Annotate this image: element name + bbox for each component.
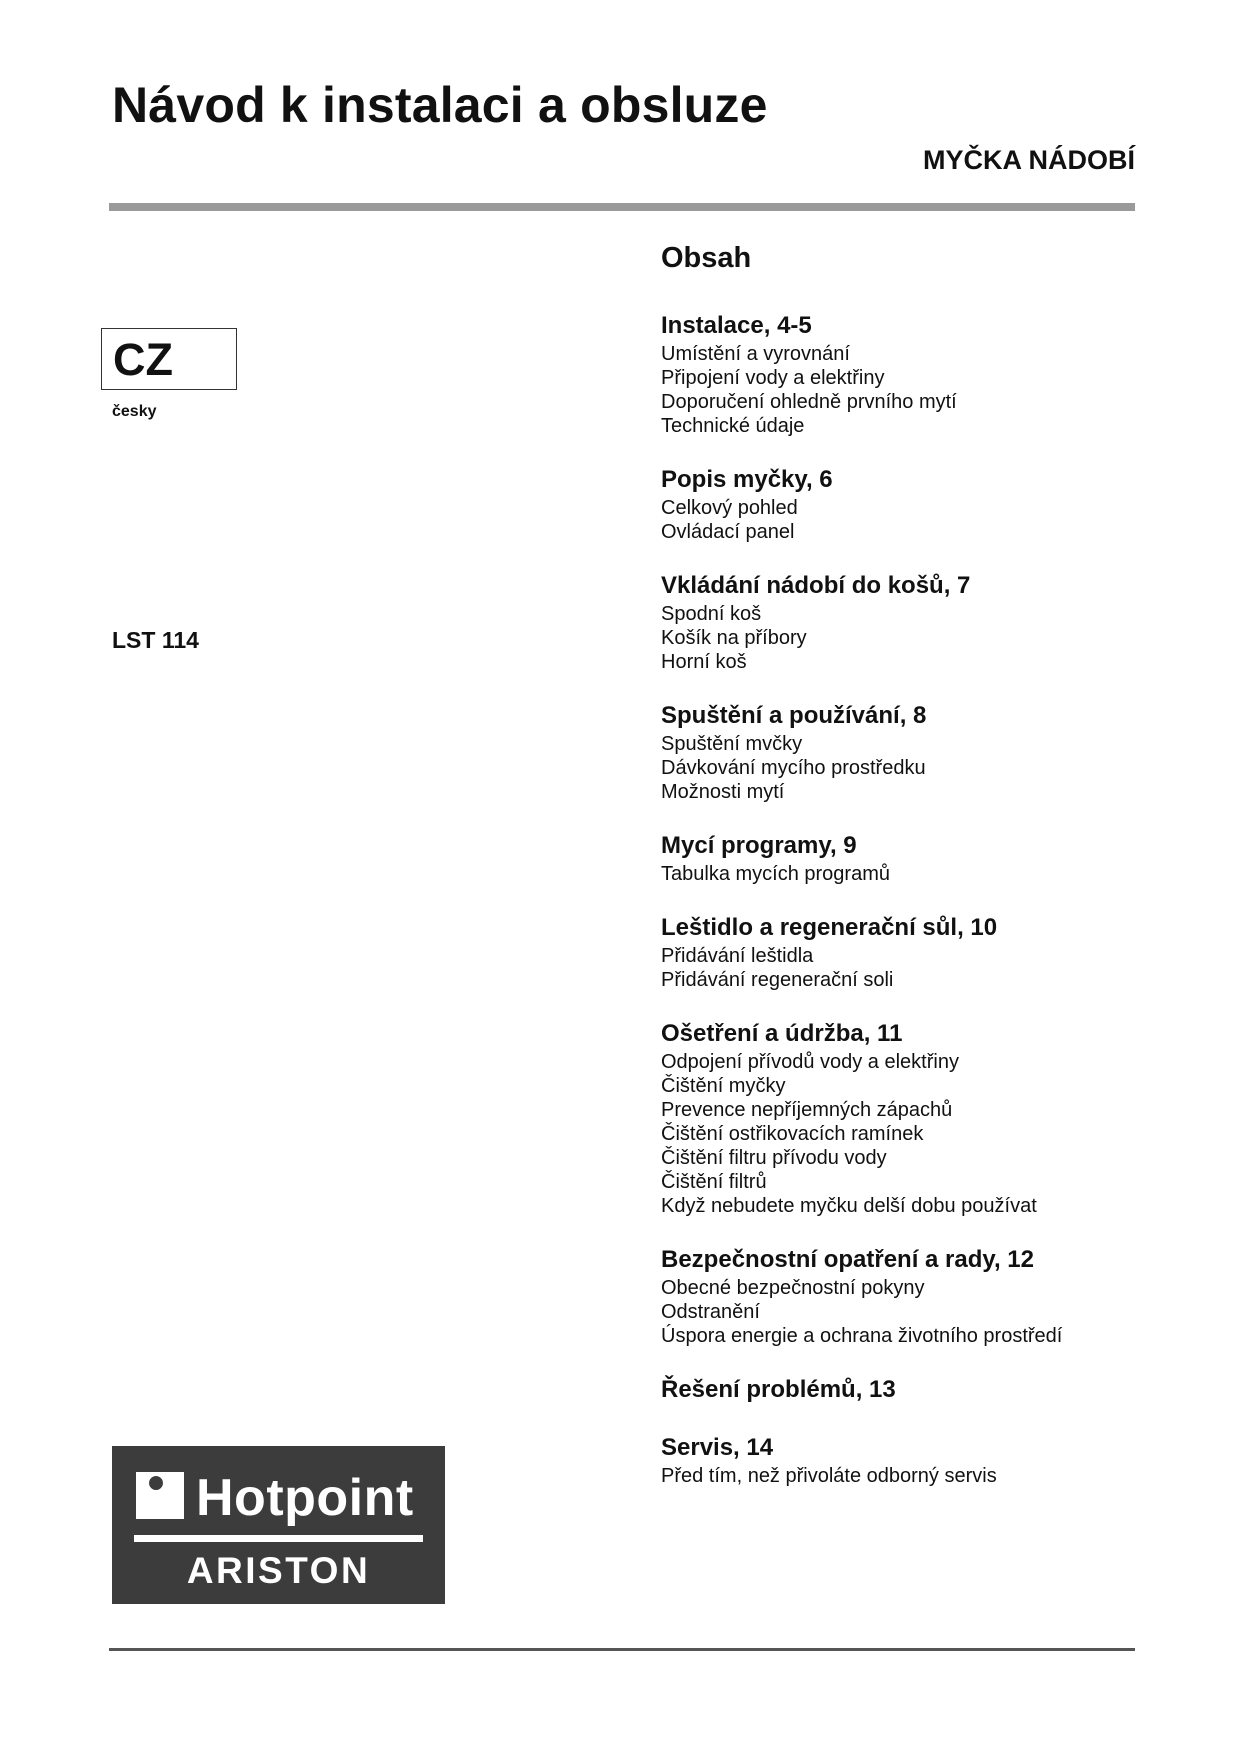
toc-section [661,1243,1131,1348]
toc-item: Umístění a vyrovnání [661,343,850,365]
toc-item: Technické údaje [661,415,805,437]
toc-item: Čištění filtru přívodu vody [661,1147,887,1169]
toc-item: Čištění ostřikovacích ramínek [661,1123,924,1145]
bottom-divider [109,1648,1135,1651]
toc-item: Doporučení ohledně prvního mytí [661,391,957,413]
toc-item: Prevence nepříjemných zápachů [661,1099,953,1121]
toc-item: Košík na příbory [661,627,807,649]
toc-section-title: Leštidlo a regenerační sůl, 10 [661,914,998,941]
toc-sections [661,309,1131,1488]
toc-item: Připojení vody a elektřiny [661,367,885,389]
toc-section [661,1373,1131,1406]
toc-item: Tabulka mycích programů [661,863,890,885]
brand-logo [112,1446,445,1604]
toc-item: Odstranění [661,1301,760,1323]
toc-section [661,911,1131,992]
toc-item: Když nebudete myčku delší dobu používat [661,1195,1037,1217]
toc-section-title: Vkládání nádobí do košů, 7 [661,572,971,599]
toc-item: Čištění myčky [661,1075,786,1097]
toc-item: Možnosti mytí [661,781,785,803]
toc-section-title: Servis, 14 [661,1434,774,1461]
toc-section-title: Mycí programy, 9 [661,832,857,859]
toc-item: Dávkování mycího prostředku [661,757,926,779]
language-code-box [101,328,237,390]
toc-item: Úspora energie a ochrana životního prostředí [661,1325,1063,1347]
toc-item: Odpojení přívodů vody a elektřiny [661,1051,959,1073]
toc-section-title: Bezpečnostní opatření a rady, 12 [661,1246,1034,1273]
toc-section-title: Ošetření a údržba, 11 [661,1020,903,1047]
logo-sub-text: ARISTON [186,1550,371,1591]
toc-item: Před tím, než přivoláte odborný servis [661,1465,997,1487]
toc-section-title: Popis myčky, 6 [661,466,833,493]
toc-section [661,309,1131,438]
toc-item: Horní koš [661,651,747,673]
toc-item: Čištění filtrů [661,1171,767,1193]
toc-section [661,1431,1131,1488]
toc-section [661,463,1131,544]
product-type: MYČKA NÁDOBÍ [923,145,1135,175]
toc-section [661,829,1131,886]
model-number: LST 114 [112,627,199,653]
toc-item: Přidávání regenerační soli [661,969,894,991]
toc-item: Přidávání leštidla [661,945,814,967]
toc-item: Spuštění mvčky [661,733,803,755]
top-divider [109,203,1135,211]
toc-item: Obecné bezpečnostní pokyny [661,1277,925,1299]
logo-brand-text: Hotpoint [196,1469,414,1527]
toc-item: Celkový pohled [661,497,798,519]
language-name: česky [112,403,157,420]
toc-section [661,699,1131,804]
toc-section [661,1017,1131,1218]
toc-section-title: Řešení problémů, 13 [661,1376,896,1403]
page-title: Návod k instalaci a obsluze [112,77,768,133]
toc-section-title: Instalace, 4-5 [661,312,812,339]
toc-section [661,569,1131,674]
toc-item: Ovládací panel [661,521,795,543]
toc-item: Spodní koš [661,603,762,625]
toc-heading: Obsah [661,242,752,274]
language-code: CZ [113,334,173,385]
table-of-contents [661,238,1131,1488]
toc-section-title: Spuštění a používání, 8 [661,702,927,729]
logo-divider [134,1535,423,1542]
